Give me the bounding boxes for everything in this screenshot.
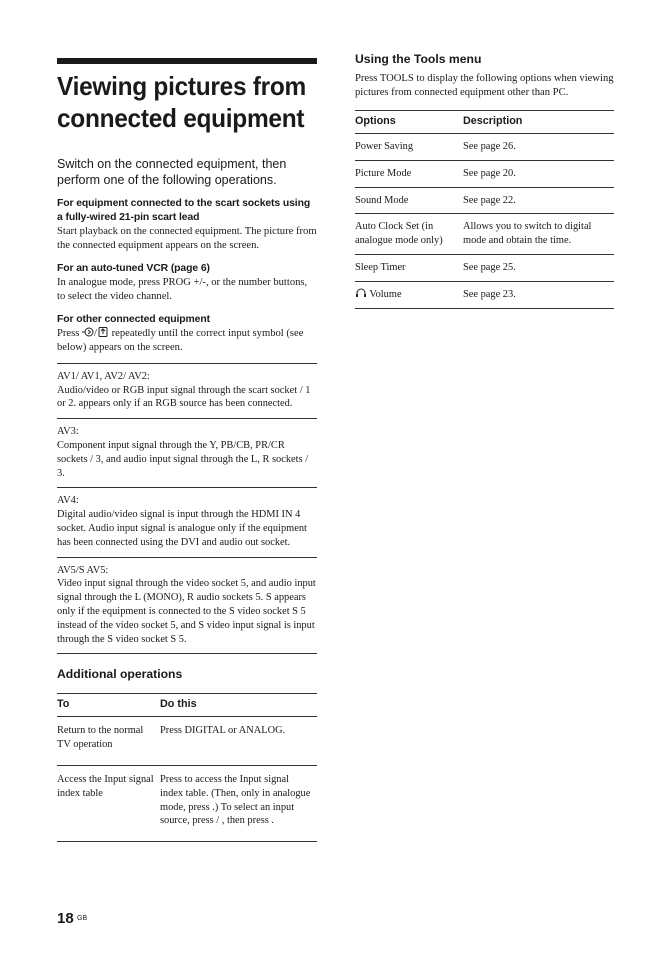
- option-desc: Allows you to switch to digital mode and obtain the time.: [463, 214, 614, 255]
- page-number: 18: [57, 910, 74, 927]
- col-header-to: To: [57, 694, 160, 717]
- tv-input-icon: [97, 327, 109, 337]
- option-desc: See page 25.: [463, 254, 614, 281]
- tools-menu-heading: Using the Tools menu: [355, 52, 482, 66]
- vcr-heading: For an auto-tuned VCR (page 6): [57, 262, 210, 274]
- input-label: AV5/S AV5:: [57, 564, 109, 576]
- table-row: [355, 254, 614, 281]
- other-heading: For other connected equipment: [57, 313, 210, 325]
- col-header-description: Description: [463, 111, 614, 134]
- input-description: Video input signal through the video socket 5, and audio input signal through the L (MONO), R audio sockets 5. S appears only if the equipment is connected to the S video socket S 5 instead of the video socket 5, and S video input signal is input through the S video socket S 5.: [57, 578, 316, 645]
- table-row: [57, 765, 317, 841]
- col-header-do: Do this: [160, 694, 317, 717]
- option-name: Sound Mode: [355, 187, 463, 214]
- title-rule: [57, 58, 317, 64]
- other-text: Press / repeatedly until the correct input symbol (see below) appears on the screen.: [57, 328, 304, 353]
- option-desc: See page 20.: [463, 160, 614, 187]
- vcr-text: In analogue mode, press PROG +/-, or the number buttons, to select the video channel.: [57, 277, 308, 302]
- page-number-suffix: GB: [77, 915, 88, 922]
- additional-operations-table: [57, 693, 317, 842]
- op-to: Access the Input signal index table: [57, 765, 160, 841]
- intro-text: Switch on the connected equipment, then perform one of the following operations.: [57, 157, 287, 187]
- input-box-av1-av2: [57, 364, 317, 419]
- other-text-after: repeatedly until the correct input symbol (see below) appears on the screen.: [57, 328, 304, 353]
- input-description: Audio/video or RGB input signal through the scart socket / 1 or 2. appears only if an RGB source has been connected.: [57, 384, 311, 410]
- option-desc: See page 26.: [463, 134, 614, 161]
- table-header-row: [355, 111, 614, 134]
- table-row: [355, 281, 614, 308]
- input-box-av3: [57, 419, 317, 488]
- input-label: AV3:: [57, 426, 79, 438]
- input-description: Component input signal through the Y, PB/CB, PR/CR sockets / 3, and audio input signal through the L, R sockets / 3.: [57, 439, 309, 479]
- input-label: AV1/ AV1, AV2/ AV2:: [57, 370, 150, 382]
- input-symbol-list: [57, 363, 317, 655]
- table-row: [355, 160, 614, 187]
- left-column: [57, 58, 317, 842]
- input-label: AV4:: [57, 495, 79, 507]
- table-row: [355, 187, 614, 214]
- input-box-av5: [57, 558, 317, 655]
- op-do: Press to access the Input signal index table. (Then, only in analogue mode, press .) To select an input source, press / , then press .: [160, 765, 317, 841]
- input-box-av4: [57, 488, 317, 557]
- col-header-options: Options: [355, 111, 463, 134]
- right-column: [355, 52, 614, 309]
- table-header-row: [57, 694, 317, 717]
- option-name: Sleep Timer: [355, 254, 463, 281]
- page-title: Viewing pictures from connected equipment: [57, 71, 306, 133]
- input-description: Digital audio/video signal is input through the HDMI IN 4 socket. Audio input signal is analogue only if the equipment has been connected using the DVI and audio out socket.: [57, 509, 307, 548]
- tools-options-table: [355, 110, 614, 309]
- table-row: [355, 214, 614, 255]
- option-name-cell: [355, 281, 463, 308]
- additional-operations-heading: Additional operations: [57, 667, 183, 682]
- op-to: Return to the normal TV operation: [57, 717, 160, 766]
- option-name: Volume: [369, 288, 402, 300]
- headphones-icon: [355, 288, 367, 298]
- table-row: [355, 134, 614, 161]
- option-name: Power Saving: [355, 134, 463, 161]
- option-desc: See page 22.: [463, 187, 614, 214]
- scart-heading: For equipment connected to the scart sockets using a fully-wired 21-pin scart lead: [57, 198, 311, 223]
- tools-intro: Press TOOLS to display the following options when viewing pictures from connected equipment other than PC.: [355, 73, 614, 98]
- option-name: Auto Clock Set (in analogue mode only): [355, 214, 463, 255]
- other-text-before: Press: [57, 328, 80, 340]
- option-name: Picture Mode: [355, 160, 463, 187]
- scart-text: Start playback on the connected equipment. The picture from the connected equipment appears on the screen.: [57, 226, 317, 251]
- table-row: [57, 717, 317, 766]
- input-arrow-icon: [82, 327, 94, 337]
- op-do: Press DIGITAL or ANALOG.: [160, 717, 317, 766]
- option-desc: See page 23.: [463, 281, 614, 308]
